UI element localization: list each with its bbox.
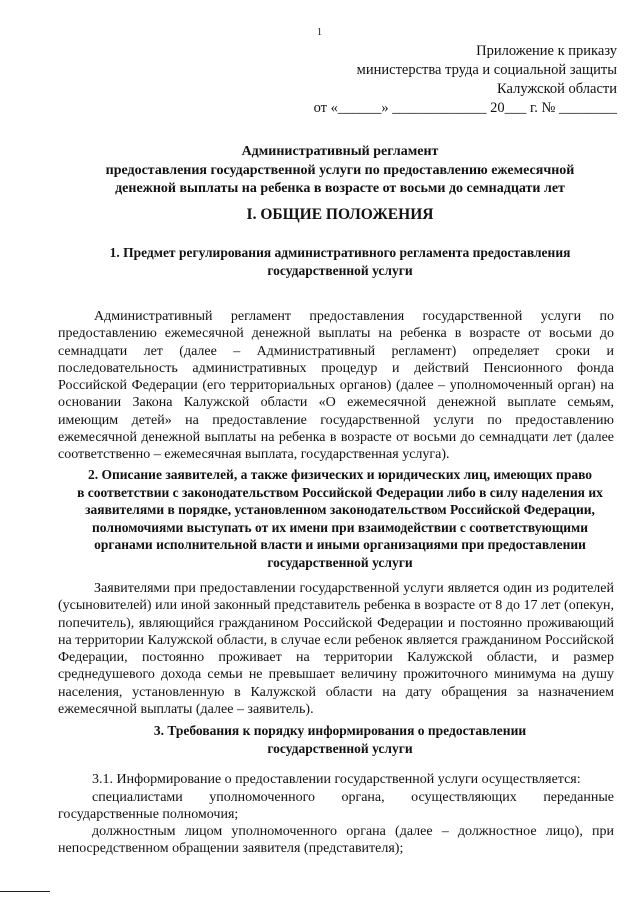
appendix-line-4: от «______» _____________ 20___ г. № ________ xyxy=(313,100,617,116)
chapter-heading: I. ОБЩИЕ ПОЛОЖЕНИЯ xyxy=(246,206,434,223)
section-2-heading-line-6: государственной услуги xyxy=(267,554,413,570)
section-3-heading-line-2: государственной услуги xyxy=(267,740,413,756)
appendix-block xyxy=(314,42,617,118)
document-title xyxy=(60,143,620,199)
section-2-paragraph: Заявителями при предоставлении государственной услуги является один из родителей (усыновителей) или иной законный представитель ребенка в возрасте от 8 до 17 лет (опекун, попечитель), являющийся гражданином Российской Федерации и постоянно проживающий на территории Калужской области, в случае если ребенок является гражданином Российской Федерации, постоянно проживает на территории Калужской области, и размер среднедушевого дохода семьи не превышает величину прожиточного минимума на душу населения, установленную в Калужской области на дату обращения за назначением ежемесячной выплаты (далее – заявитель). xyxy=(58,581,614,718)
section-1-heading-line-2: государственной услуги xyxy=(267,262,413,278)
section-2-heading-line-3: заявителями в порядке, установленном законодательством Российской Федерации, xyxy=(85,502,595,517)
section-1-heading-line-1: 1. Предмет регулирования административного регламента предоставления xyxy=(109,245,571,260)
section-3-heading-line-1: 3. Требования к порядку информирования о предоставлении xyxy=(153,723,527,738)
section-2-heading-line-1: 2. Описание заявителей, а также физических и юридических лиц, имеющих право xyxy=(87,467,593,482)
section-3-heading xyxy=(60,722,620,757)
appendix-line-2: министерства труда и социальной защиты xyxy=(356,62,617,78)
appendix-line-1: Приложение к приказу xyxy=(476,43,617,59)
page-number: 1 xyxy=(317,27,322,38)
title-line-2: предоставления государственной услуги по предоставлению ежемесячной xyxy=(105,162,575,178)
appendix-line-3: Калужской области xyxy=(497,81,617,97)
section-2-heading-line-5: органами исполнительной власти и иными организациями при предоставлении xyxy=(94,537,586,552)
section-2-heading-line-4: полномочиями выступать от их имени при взаимодействии с соответствующими xyxy=(92,519,588,535)
section-1-heading xyxy=(60,244,620,279)
title-line-1: Административный регламент xyxy=(241,144,439,159)
section-3-item-specialists: специалистами уполномоченного органа, осуществляющих переданные государственные полномочия; xyxy=(58,790,614,823)
footnote-divider xyxy=(0,891,50,892)
section-1-paragraph: Административный регламент предоставления государственной услуги по предоставлению ежемесячной денежной выплаты на ребенка в возрасте от восьми до семнадцати лет (далее – Административный регламент) определяет сроки и последовательность административных процедур и действий Пенсионного фонда Российской Федерации (его территориальных органов) (далее – уполномоченный орган) на основании Закона Калужской области «О ежемесячной денежной выплате семьям, имеющим детей» на предоставление государственной услуги по предоставлению ежемесячной денежной выплаты на ребенка в возрасте от восьми до семнадцати лет (далее соответственно – ежемесячная выплата, государственная услуга). xyxy=(58,309,614,463)
section-3-item-official: должностным лицом уполномоченного органа (далее – должностное лицо), при непосредственном обращении заявителя (представителя); xyxy=(58,824,614,857)
section-3-item-3-1: 3.1. Информирование о предоставлении государственной услуги осуществляется: xyxy=(92,772,581,787)
title-line-3: денежной выплаты на ребенка в возрасте от восьми до семнадцати лет xyxy=(115,181,565,196)
section-2-heading-line-2: в соответствии с законодательством Российской Федерации либо в силу наделения их xyxy=(77,484,603,500)
section-2-heading xyxy=(60,466,620,571)
